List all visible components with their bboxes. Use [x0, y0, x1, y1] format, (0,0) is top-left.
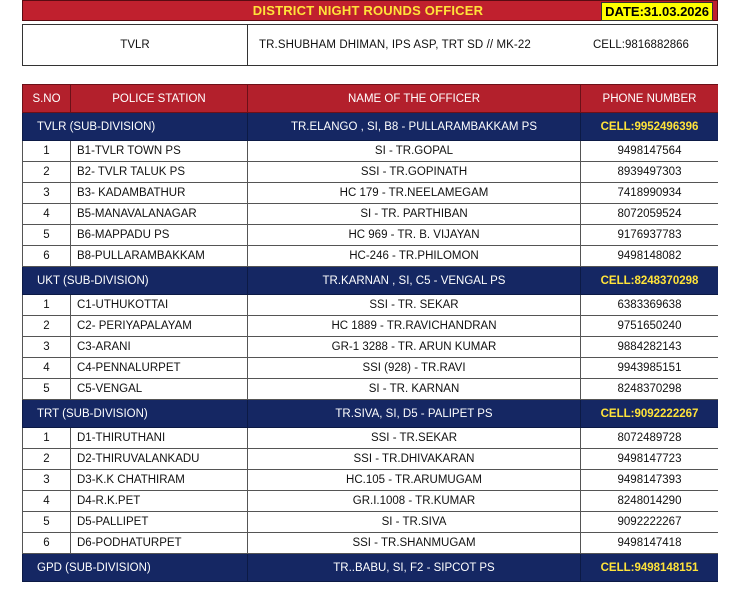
- page-title: DISTRICT NIGHT ROUNDS OFFICER: [252, 3, 484, 18]
- row-officer: SSI - TR.DHIVAKARAN: [248, 449, 581, 470]
- row-officer: SSI - TR.GOPINATH: [248, 162, 581, 183]
- subdivision-cell: CELL:8248370298: [581, 267, 719, 295]
- rounds-table: [22, 84, 718, 582]
- table-row: [23, 470, 719, 491]
- row-officer: HC 179 - TR.NEELAMEGAM: [248, 183, 581, 204]
- subdivision-cell: CELL:9498148151: [581, 554, 719, 582]
- row-station: D6-PODHATURPET: [71, 533, 248, 554]
- row-sno: 5: [23, 512, 71, 533]
- table-row: [23, 533, 719, 554]
- subdivision-officer: TR.KARNAN , SI, C5 - VENGAL PS: [248, 267, 581, 295]
- row-officer: GR-1 3288 - TR. ARUN KUMAR: [248, 337, 581, 358]
- table-row: [23, 295, 719, 316]
- table-row: [23, 246, 719, 267]
- row-officer: HC.105 - TR.ARUMUGAM: [248, 470, 581, 491]
- subdivision-row: [23, 554, 719, 582]
- row-station: B1-TVLR TOWN PS: [71, 141, 248, 162]
- table-row: [23, 491, 719, 512]
- subdivision-row: [23, 113, 719, 141]
- row-phone: 7418990934: [581, 183, 719, 204]
- row-phone: 9498148082: [581, 246, 719, 267]
- row-phone: 8072059524: [581, 204, 719, 225]
- row-officer: SI - TR. KARNAN: [248, 379, 581, 400]
- row-sno: 5: [23, 225, 71, 246]
- row-phone: 8248370298: [581, 379, 719, 400]
- header-banner: [22, 0, 718, 21]
- table-row: [23, 337, 719, 358]
- row-station: B3- KADAMBATHUR: [71, 183, 248, 204]
- table-row: [23, 225, 719, 246]
- row-officer: SI - TR. PARTHIBAN: [248, 204, 581, 225]
- row-officer: SSI - TR. SEKAR: [248, 295, 581, 316]
- row-station: B6-MAPPADU PS: [71, 225, 248, 246]
- subdivision-name: UKT (SUB-DIVISION): [23, 267, 248, 295]
- row-sno: 2: [23, 316, 71, 337]
- column-header-phone: PHONE NUMBER: [581, 85, 719, 113]
- district-officer-cell: CELL:9816882866: [593, 39, 689, 51]
- row-phone: 9943985151: [581, 358, 719, 379]
- subdivision-officer: TR..BABU, SI, F2 - SIPCOT PS: [248, 554, 581, 582]
- subdivision-officer: TR.ELANGO , SI, B8 - PULLARAMBAKKAM PS: [248, 113, 581, 141]
- row-phone: 6383369638: [581, 295, 719, 316]
- row-phone: 8072489728: [581, 428, 719, 449]
- row-phone: 8248014290: [581, 491, 719, 512]
- row-station: B8-PULLARAMBAKKAM: [71, 246, 248, 267]
- subdivision-cell: CELL:9092222267: [581, 400, 719, 428]
- row-sno: 2: [23, 162, 71, 183]
- row-officer: SSI (928) - TR.RAVI: [248, 358, 581, 379]
- row-sno: 1: [23, 295, 71, 316]
- column-header-station: POLICE STATION: [71, 85, 248, 113]
- row-station: C2- PERIYAPALAYAM: [71, 316, 248, 337]
- subdivision-name: TVLR (SUB-DIVISION): [23, 113, 248, 141]
- row-sno: 3: [23, 183, 71, 204]
- row-sno: 1: [23, 428, 71, 449]
- row-station: C1-UTHUKOTTAI: [71, 295, 248, 316]
- subdivision-officer: TR.SIVA, SI, D5 - PALIPET PS: [248, 400, 581, 428]
- row-officer: SSI - TR.SEKAR: [248, 428, 581, 449]
- row-officer: HC 969 - TR. B. VIJAYAN: [248, 225, 581, 246]
- district-area: TVLR: [23, 25, 248, 65]
- row-officer: GR.I.1008 - TR.KUMAR: [248, 491, 581, 512]
- row-phone: 9092222267: [581, 512, 719, 533]
- row-phone: 9498147723: [581, 449, 719, 470]
- table-row: [23, 141, 719, 162]
- table-body: [23, 113, 719, 582]
- date-badge: DATE:31.03.2026: [601, 2, 713, 21]
- subdivision-row: [23, 400, 719, 428]
- row-officer: HC-246 - TR.PHILOMON: [248, 246, 581, 267]
- table-row: [23, 449, 719, 470]
- row-station: D3-K.K CHATHIRAM: [71, 470, 248, 491]
- table-row: [23, 316, 719, 337]
- subdivision-name: TRT (SUB-DIVISION): [23, 400, 248, 428]
- row-sno: 6: [23, 533, 71, 554]
- row-sno: 6: [23, 246, 71, 267]
- row-station: D5-PALLIPET: [71, 512, 248, 533]
- row-phone: 9176937783: [581, 225, 719, 246]
- table-row: [23, 512, 719, 533]
- table-row: [23, 358, 719, 379]
- row-phone: 9498147564: [581, 141, 719, 162]
- district-officer-row: [22, 24, 718, 66]
- row-phone: 9884282143: [581, 337, 719, 358]
- row-officer: SI - TR.SIVA: [248, 512, 581, 533]
- row-sno: 4: [23, 491, 71, 512]
- table-row: [23, 428, 719, 449]
- row-station: B2- TVLR TALUK PS: [71, 162, 248, 183]
- row-phone: 9751650240: [581, 316, 719, 337]
- row-station: D2-THIRUVALANKADU: [71, 449, 248, 470]
- row-station: D4-R.K.PET: [71, 491, 248, 512]
- column-header-officer: NAME OF THE OFFICER: [248, 85, 581, 113]
- table-row: [23, 204, 719, 225]
- rounds-sheet: [22, 84, 718, 604]
- row-station: C3-ARANI: [71, 337, 248, 358]
- row-officer: SSI - TR.SHANMUGAM: [248, 533, 581, 554]
- row-station: C4-PENNALURPET: [71, 358, 248, 379]
- subdivision-cell: CELL:9952496396: [581, 113, 719, 141]
- row-station: B5-MANAVALANAGAR: [71, 204, 248, 225]
- row-sno: 1: [23, 141, 71, 162]
- district-officer-name: TR.SHUBHAM DHIMAN, IPS ASP, TRT SD // MK-22: [259, 39, 531, 51]
- column-header-sno: S.NO: [23, 85, 71, 113]
- row-sno: 4: [23, 204, 71, 225]
- row-station: D1-THIRUTHANI: [71, 428, 248, 449]
- table-header-row: [23, 85, 719, 113]
- row-sno: 3: [23, 470, 71, 491]
- row-officer: HC 1889 - TR.RAVICHANDRAN: [248, 316, 581, 337]
- row-sno: 3: [23, 337, 71, 358]
- row-station: C5-VENGAL: [71, 379, 248, 400]
- row-phone: 9498147393: [581, 470, 719, 491]
- row-officer: SI - TR.GOPAL: [248, 141, 581, 162]
- table-row: [23, 183, 719, 204]
- row-phone: 9498147418: [581, 533, 719, 554]
- table-row: [23, 379, 719, 400]
- table-row: [23, 162, 719, 183]
- row-sno: 4: [23, 358, 71, 379]
- subdivision-name: GPD (SUB-DIVISION): [23, 554, 248, 582]
- row-sno: 2: [23, 449, 71, 470]
- row-sno: 5: [23, 379, 71, 400]
- subdivision-row: [23, 267, 719, 295]
- row-phone: 8939497303: [581, 162, 719, 183]
